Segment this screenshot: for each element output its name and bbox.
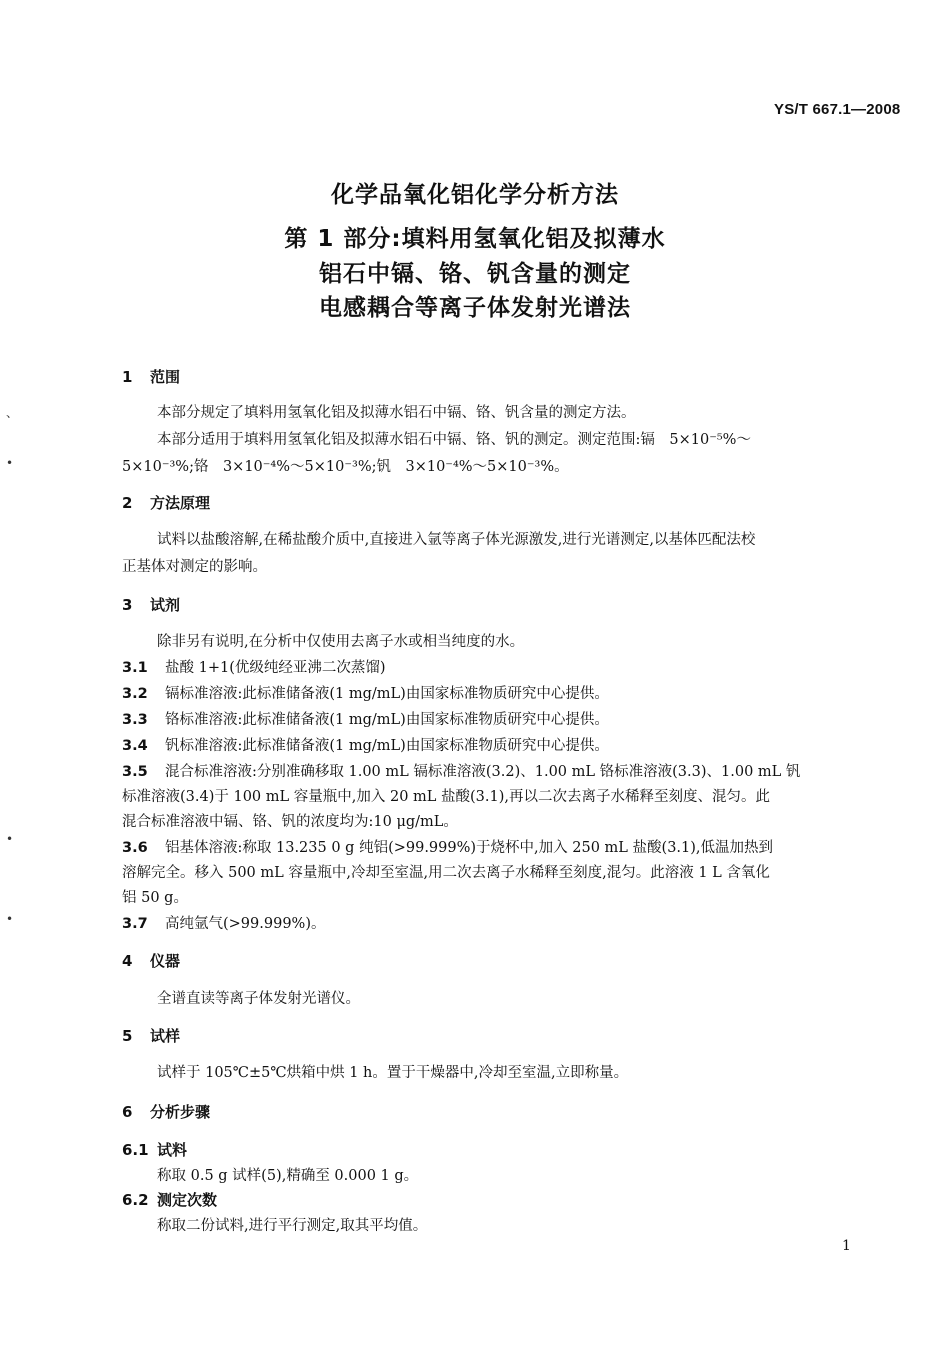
section-3-heading	[122, 594, 180, 615]
clause-3-5	[122, 760, 800, 781]
paragraph: 全谱直读等离子体发射光谱仪。	[157, 991, 360, 1007]
section-5-heading	[122, 1025, 180, 1046]
section-title: 分析步骤	[150, 1103, 211, 1121]
section-2-heading	[122, 492, 210, 513]
standard-number: YS/T 667.1—2008	[774, 101, 901, 118]
subsection-title: 测定次数	[157, 1191, 218, 1209]
margin-mark: •	[6, 912, 14, 926]
margin-mark: 、	[6, 406, 19, 420]
title-line-2: 第 1 部分:填料用氢氧化铝及拟薄水	[284, 226, 666, 252]
paragraph: 本部分规定了填料用氢氧化铝及拟薄水铝石中镉、铬、钒含量的测定方法。	[157, 405, 636, 421]
paragraph: 试料以盐酸溶解,在稀盐酸介质中,直接进入氩等离子体光源激发,进行光谱测定,以基体匹配法校	[157, 532, 756, 548]
section-number: 6	[122, 1103, 133, 1121]
title-line-4: 电感耦合等离子体发射光谱法	[319, 295, 631, 321]
clause-3-4	[122, 734, 609, 755]
clause-continuation: 铝 50 g。	[122, 890, 188, 906]
clause-number: 3.3	[122, 712, 148, 728]
clause-text: 镉标准溶液:此标准储备液(1 mg/mL)由国家标准物质研究中心提供。	[165, 686, 609, 702]
section-title: 试剂	[150, 596, 181, 614]
section-4-heading	[122, 950, 180, 971]
clause-text: 盐酸 1+1(优级纯经亚沸二次蒸馏)	[165, 660, 386, 676]
section-1-heading	[122, 366, 180, 387]
clause-continuation: 混合标准溶液中镉、铬、钒的浓度均为:10 μg/mL。	[122, 814, 458, 830]
section-number: 4	[122, 952, 133, 970]
margin-mark: •	[6, 832, 14, 846]
clause-text: 铬标准溶液:此标准储备液(1 mg/mL)由国家标准物质研究中心提供。	[165, 712, 609, 728]
clause-continuation: 标准溶液(3.4)于 100 mL 容量瓶中,加入 20 mL 盐酸(3.1),再以二次去离子水稀释至刻度、混匀。此	[122, 789, 771, 805]
clause-text: 铝基体溶液:称取 13.235 0 g 纯铝(>99.999%)于烧杯中,加入 250 mL 盐酸(3.1),低温加热到	[165, 840, 774, 856]
paragraph-continuation: 正基体对测定的影响。	[122, 559, 267, 575]
clause-number: 3.5	[122, 764, 148, 780]
paragraph: 除非另有说明,在分析中仅使用去离子水或相当纯度的水。	[157, 634, 525, 650]
title-line-3: 铝石中镉、铬、钒含量的测定	[319, 261, 631, 287]
section-title: 范围	[150, 368, 181, 386]
clause-3-6	[122, 836, 773, 857]
clause-3-3	[122, 708, 609, 729]
clause-3-1	[122, 656, 386, 677]
clause-number: 3.4	[122, 738, 148, 754]
title-line-1: 化学品氧化铝化学分析方法	[331, 182, 619, 208]
subsection-6-1-heading	[122, 1139, 187, 1160]
clause-text: 钒标准溶液:此标准储备液(1 mg/mL)由国家标准物质研究中心提供。	[165, 738, 609, 754]
paragraph: 称取 0.5 g 试样(5),精确至 0.000 1 g。	[157, 1168, 419, 1184]
clause-number: 3.1	[122, 660, 148, 676]
subsection-number: 6.1	[122, 1141, 149, 1159]
clause-3-2	[122, 682, 609, 703]
subsection-6-2-heading	[122, 1189, 217, 1210]
clause-continuation: 溶解完全。移入 500 mL 容量瓶中,冷却至室温,用二次去离子水稀释至刻度,混匀。此溶液 1 L 含氧化	[122, 865, 770, 881]
section-title: 方法原理	[150, 494, 211, 512]
paragraph: 试样于 105℃±5℃烘箱中烘 1 h。置于干燥器中,冷却至室温,立即称量。	[157, 1065, 629, 1081]
section-number: 3	[122, 596, 133, 614]
section-title: 试样	[150, 1027, 181, 1045]
clause-number: 3.7	[122, 916, 148, 932]
clause-number: 3.6	[122, 840, 148, 856]
paragraph: 本部分适用于填料用氢氧化铝及拟薄水铝石中镉、铬、钒的测定。测定范围:镉 5×10⁻⁵%～	[157, 432, 751, 448]
section-number: 2	[122, 494, 133, 512]
clause-text: 高纯氩气(>99.999%)。	[165, 916, 326, 932]
section-title: 仪器	[150, 952, 181, 970]
subsection-title: 试料	[157, 1141, 188, 1159]
section-number: 5	[122, 1027, 133, 1045]
clause-number: 3.2	[122, 686, 148, 702]
section-6-heading	[122, 1101, 210, 1122]
paragraph-continuation: 5×10⁻³%;铬 3×10⁻⁴%～5×10⁻³%;钒 3×10⁻⁴%～5×10⁻³%。	[122, 459, 569, 475]
section-number: 1	[122, 368, 133, 386]
page-number: 1	[842, 1238, 851, 1254]
subsection-number: 6.2	[122, 1191, 149, 1209]
clause-3-7	[122, 912, 325, 933]
margin-mark: •	[6, 456, 14, 470]
paragraph: 称取二份试料,进行平行测定,取其平均值。	[157, 1218, 428, 1234]
clause-text: 混合标准溶液:分别准确移取 1.00 mL 镉标准溶液(3.2)、1.00 mL 铬标准溶液(3.3)、1.00 mL 钒	[165, 764, 801, 780]
